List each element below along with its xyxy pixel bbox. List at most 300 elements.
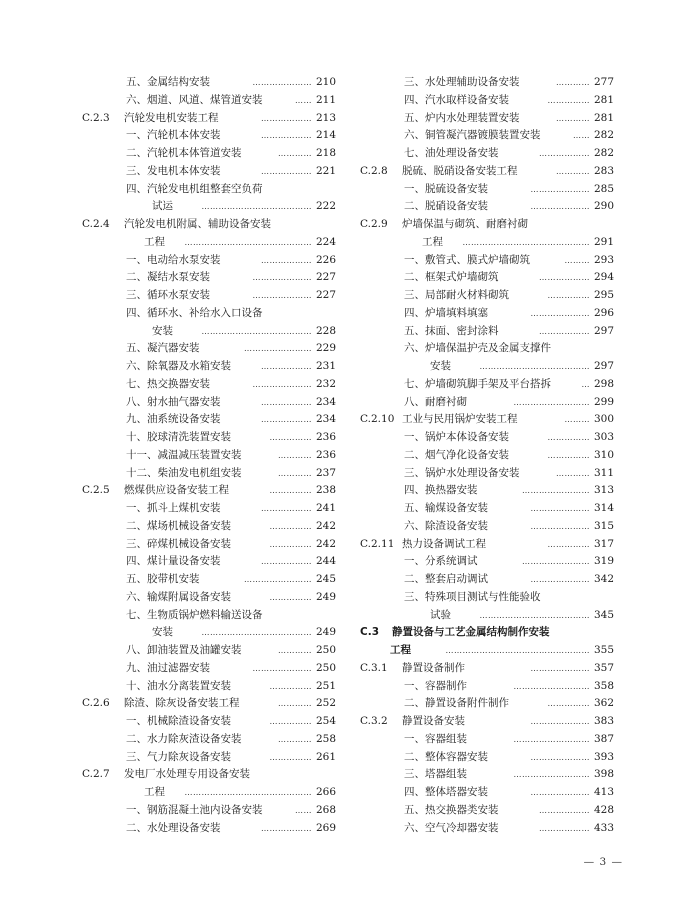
toc-entry-label: 七、生物质锅炉燃料输送设备 [126,608,263,621]
toc-entry[interactable] [360,500,614,518]
toc-leader-dots: …………… [269,717,312,726]
toc-entry[interactable] [82,216,336,234]
toc-entry-label: 八、射水抽气器安装 [126,395,221,408]
toc-entry-label: 七、油处理设备安装 [404,147,499,159]
toc-leader-dots: ………… [555,468,590,478]
toc-entry-title [126,820,221,838]
toc-entry-title [404,749,488,767]
toc-entry[interactable] [360,465,614,483]
toc-entry-label: 四、汽水取样设备安装 [404,93,509,106]
toc-entry-label: 十、油水分离装置安装 [126,679,231,692]
toc-entry[interactable] [82,305,336,323]
toc-page-number: 428 [593,803,614,816]
toc-entry-code: C.2.11 [360,537,395,550]
toc-page-number: 285 [593,182,614,195]
toc-leader-dots: ……………………… [513,681,590,691]
toc-entry[interactable] [82,731,336,749]
toc-entry[interactable] [360,695,614,713]
toc-entry[interactable] [360,358,614,376]
toc-entry-code: C.2.9 [360,218,388,230]
toc-leader-dots: ……………… [538,805,590,815]
toc-page-number: 281 [593,111,614,124]
toc-leader-dots: ………… [277,646,312,655]
toc-leader-dots: ………………… [530,521,590,531]
toc-entry-title [390,642,411,660]
toc-entry[interactable] [360,74,614,92]
toc-leader-dots: …………… [269,592,312,602]
toc-entry[interactable] [82,500,336,518]
toc-entry-label: 六、炉墙保温护壳及金属支撑件 [404,342,551,355]
toc-entry[interactable] [360,447,614,465]
toc-leader-dots: ……………………… [513,770,590,780]
toc-entry-title [404,429,509,447]
toc-page-number: 249 [315,590,336,603]
toc-entry[interactable] [82,110,336,128]
toc-leader-dots: ……………… [260,131,312,141]
toc-leader-dots: ………………… [530,202,590,212]
toc-entry-code: C.3 [360,626,380,639]
toc-entry[interactable] [82,784,336,802]
toc-leader-dots: ………… [277,450,312,460]
toc-entry-label: 安装 [152,324,173,337]
toc-entry[interactable] [82,802,336,820]
toc-page-number: 355 [593,644,614,656]
toc-leader-dots: …… [294,805,312,815]
toc-leader-dots: ……… [564,415,590,425]
toc-entry-label: 五、胶带机安装 [126,573,200,585]
toc-entry[interactable] [82,163,336,181]
toc-entry-label: 一、汽轮机本体安装 [126,129,221,142]
toc-entry[interactable] [82,553,336,571]
toc-leader-dots: ……………… [538,326,590,336]
toc-entry[interactable] [360,802,614,820]
toc-page-number: 229 [315,342,336,355]
toc-entry[interactable] [360,269,614,287]
toc-page-number: 261 [315,750,336,763]
toc-entry[interactable] [82,394,336,412]
toc-entry-label: 二、煤场机械设备安装 [126,519,231,532]
toc-entry[interactable] [360,518,614,536]
toc-entry-label: 七、热交换器安装 [126,377,210,390]
toc-leader-dots: …………… [269,539,312,549]
toc-page-number: 294 [593,271,614,284]
toc-entry-title [404,447,509,465]
toc-entry-label: 工业与民用锅炉安装工程 [402,413,518,426]
toc-entry-title [126,358,231,376]
toc-entry[interactable] [82,447,336,465]
toc-entry-title [82,766,250,784]
toc-page-number: 362 [593,697,614,710]
toc-entry[interactable] [360,411,614,429]
toc-leader-dots: …………… [547,95,590,105]
toc-entry[interactable] [360,394,614,412]
toc-entry[interactable] [82,536,336,554]
toc-entry[interactable] [82,340,336,358]
toc-entry[interactable] [82,518,336,536]
toc-leader-dots: …………… [269,486,312,496]
toc-page-number: 433 [593,821,614,834]
toc-page-number: 244 [315,555,336,568]
toc-entry[interactable] [360,607,614,625]
toc-entry-label: 工程 [422,235,443,248]
toc-leader-dots: ………………… [252,379,312,389]
toc-leader-dots: …………… [547,291,590,300]
toc-entry-title [144,234,165,252]
toc-entry[interactable] [360,181,614,199]
toc-entry-title [126,571,200,589]
toc-entry-title [360,411,518,429]
toc-entry[interactable] [360,340,614,358]
toc-entry-title [126,181,263,199]
toc-entry-label: 二、整套启动调试 [404,573,488,585]
toc-entry-label: 试验 [430,608,451,621]
toc-leader-dots: ……………… [260,557,312,567]
toc-leader-dots: ……………… [260,397,312,407]
toc-page-number: 342 [593,573,614,585]
toc-page-number: 250 [315,661,336,674]
toc-page-number: 281 [593,93,614,106]
toc-entry[interactable] [360,92,614,110]
toc-leader-dots: ………………… [530,788,590,797]
toc-entry-title [126,447,242,465]
toc-entry[interactable] [82,269,336,287]
toc-page-number: 250 [315,644,336,656]
toc-entry-label: 四、换热器安装 [404,484,478,497]
toc-page-number: 249 [315,626,336,639]
toc-entry-label: 安装 [430,360,451,372]
toc-entry[interactable] [360,252,614,270]
toc-entry-title [404,145,499,163]
toc-entry-title [152,323,173,341]
toc-entry[interactable] [82,429,336,447]
toc-entry-label: 二、凝结水泵安装 [126,271,210,284]
toc-entry-label: 一、脱硫设备安装 [404,182,488,195]
toc-entry[interactable] [82,92,336,110]
toc-entry-label: 二、水处理设备安装 [126,821,221,834]
toc-leader-dots: ………………………………… [479,362,590,371]
toc-entry[interactable] [82,198,336,216]
toc-leader-dots: ………………………………… [479,610,590,620]
toc-entry-title [126,340,200,358]
toc-entry-title [404,92,509,110]
toc-entry-title [404,571,488,589]
toc-entry[interactable] [360,713,614,731]
toc-leader-dots: ………………………………… [201,628,312,638]
toc-page-number: 300 [593,413,614,426]
toc-leader-dots: ………………… [252,663,312,673]
toc-entry-code: C.2.8 [360,164,388,177]
toc-entry[interactable] [360,784,614,802]
toc-page-number: 214 [315,129,336,142]
toc-entry[interactable] [360,766,614,784]
toc-entry[interactable] [82,642,336,660]
toc-page-number: 242 [315,537,336,550]
toc-entry[interactable] [360,749,614,767]
toc-entry[interactable] [360,660,614,678]
toc-entry-title [126,305,263,323]
toc-page-number: 227 [315,271,336,284]
toc-entry[interactable] [82,74,336,92]
toc-entry-title [82,695,240,713]
toc-entry-label: 炉墙保温与砌筑、耐磨衬砌 [402,218,528,230]
toc-entry[interactable] [360,127,614,145]
toc-entry-title [126,536,231,554]
toc-entry[interactable] [82,376,336,394]
toc-entry[interactable] [82,624,336,642]
toc-leader-dots: ……………… [260,255,312,265]
toc-entry-title [360,163,518,181]
toc-page-number: 283 [593,164,614,177]
toc-entry[interactable] [360,553,614,571]
toc-page-number: 383 [593,715,614,727]
toc-entry-title [430,358,451,376]
toc-entry-title [404,394,467,412]
toc-entry-title [126,678,231,696]
toc-entry[interactable] [82,571,336,589]
toc-entry-label: 七、炉墙砌筑脚手架及平台搭拆 [404,377,551,390]
toc-entry-title [404,695,509,713]
toc-leader-dots: …………… [547,539,590,549]
toc-entry[interactable] [360,305,614,323]
toc-leader-dots: …………… [269,752,312,762]
toc-leader-dots: ………………… [530,717,590,726]
toc-entry-title [126,518,231,536]
toc-entry-title [126,127,221,145]
toc-page-number: 413 [593,786,614,798]
toc-right-column [360,74,614,837]
toc-entry-title [126,74,210,92]
toc-entry-label: 五、热交换器类安装 [404,803,499,816]
toc-entry-title [404,74,520,92]
toc-page-number: 254 [315,715,336,727]
toc-entry[interactable] [82,252,336,270]
toc-entry[interactable] [82,127,336,145]
toc-page-number: 313 [593,484,614,497]
toc-entry-title [422,234,443,252]
toc-entry-label: 四、汽轮发电机组整套空负荷 [126,182,263,195]
toc-entry[interactable] [360,163,614,181]
toc-leader-dots: ………………………………… [201,202,312,212]
toc-entry-title [404,482,478,500]
toc-leader-dots: …………… [547,433,590,442]
toc-page-number: 258 [315,732,336,745]
toc-entry[interactable] [360,429,614,447]
toc-entry[interactable] [82,766,336,784]
toc-leader-dots: ………………… [530,504,590,513]
toc-page-number: 228 [315,324,336,337]
toc-entry-code: C.2.4 [82,218,110,230]
toc-page-number: 266 [315,786,336,798]
toc-entry-label: 一、容器组装 [404,732,467,745]
toc-entry-title [126,394,221,412]
toc-entry-label: 静置设备制作 [402,661,465,674]
toc-leader-dots: ………… [277,468,312,478]
toc-entry-label: 八、耐磨衬砌 [404,395,467,408]
toc-entry[interactable] [82,695,336,713]
toc-entry-label: 工程 [144,235,165,248]
toc-entry-label: 一、电动给水泵安装 [126,253,221,266]
toc-page-number: 277 [593,76,614,88]
toc-entry-label: 二、烟气净化设备安装 [404,448,509,461]
toc-entry-title [126,607,263,625]
toc-entry-title [126,731,242,749]
toc-entry-label: 九、油过滤器安装 [126,661,210,674]
toc-page-number: 295 [593,289,614,301]
toc-left-column [82,74,336,837]
toc-entry-code: C.2.7 [82,768,110,781]
toc-entry-label: 静置设备安装 [402,715,465,727]
toc-entry[interactable] [82,465,336,483]
toc-entry[interactable] [82,713,336,731]
toc-entry-label: 三、水处理辅助设备安装 [404,76,520,88]
toc-entry[interactable] [82,749,336,767]
toc-entry[interactable] [360,731,614,749]
toc-entry[interactable] [360,216,614,234]
toc-leader-dots: ……………… [538,273,590,283]
toc-entry-label: 一、分系统调试 [404,555,478,568]
toc-entry[interactable] [82,411,336,429]
toc-page-number: 315 [593,519,614,532]
toc-leader-dots: ……………… [260,166,312,176]
toc-entry-title [404,305,488,323]
toc-entry-label: 四、炉墙填料填塞 [404,306,488,319]
toc-leader-dots: ……………… [538,149,590,158]
toc-page-number: 251 [315,679,336,692]
toc-entry[interactable] [360,145,614,163]
toc-entry-title [126,269,210,287]
toc-entry-label: 工程 [144,786,165,798]
toc-entry-title [152,624,173,642]
toc-entry-label: 二、整体容器安装 [404,750,488,763]
toc-entry[interactable] [82,607,336,625]
toc-page-number: 345 [593,608,614,621]
toc-entry-label: 安装 [152,626,173,639]
toc-page-number: 210 [315,76,336,88]
toc-page-number: 393 [593,750,614,763]
toc-leader-dots: ……………… [260,113,312,123]
toc-entry[interactable] [82,181,336,199]
toc-page-number: 298 [593,377,614,390]
toc-entry[interactable] [360,323,614,341]
toc-entry[interactable] [360,678,614,696]
toc-entry-title [404,252,530,270]
toc-entry-title [360,660,465,678]
toc-entry[interactable] [82,482,336,500]
toc-page-number: 226 [315,253,336,266]
toc-entry-title [126,411,221,429]
toc-entry[interactable] [82,145,336,163]
toc-entry-title [152,198,173,216]
toc-entry-title [404,820,499,838]
toc-entry-title [126,465,242,483]
toc-entry-title [126,713,231,731]
toc-page-number: 213 [315,111,336,124]
toc-entry-label: 热力设备调试工程 [402,537,486,550]
toc-entry-label: 五、抹面、密封涂料 [404,324,499,337]
toc-entry[interactable] [360,642,614,660]
toc-entry-title [404,766,467,784]
toc-page-number: 293 [593,253,614,266]
toc-entry[interactable] [360,234,614,252]
toc-entry-title [404,110,520,128]
toc-leader-dots: …………… [269,681,312,691]
toc-entry[interactable] [360,376,614,394]
toc-page-number: 236 [315,431,336,443]
toc-leader-dots: …………………… [243,344,312,354]
toc-entry-title [126,429,231,447]
toc-entry-code: C.3.1 [360,661,388,674]
toc-entry-title [404,269,499,287]
toc-entry[interactable] [360,198,614,216]
toc-entry-label: 试运 [152,200,173,213]
toc-page-number: 269 [315,821,336,834]
toc-entry-label: 三、气力除灰设备安装 [126,750,231,763]
toc-page-number: 398 [593,768,614,781]
toc-entry-title [82,482,229,500]
toc-entry-title [126,660,210,678]
toc-entry[interactable] [82,234,336,252]
toc-entry[interactable] [360,536,614,554]
toc-entry-label: 静置设备与工艺金属结构制作安装 [392,626,550,639]
toc-page-number: 357 [593,661,614,674]
toc-entry[interactable] [82,287,336,305]
toc-entry[interactable] [82,358,336,376]
toc-page-number: 317 [593,537,614,550]
toc-entry-title [404,784,488,802]
toc-entry-label: 汽轮发电机附属、辅助设备安装 [124,218,271,230]
toc-leader-dots: ………………… [530,575,590,584]
toc-entry[interactable] [82,678,336,696]
toc-entry-title [82,216,271,234]
toc-entry-title [404,518,488,536]
toc-page-number: 218 [315,147,336,159]
toc-page-number: 238 [315,484,336,497]
toc-entry[interactable] [360,589,614,607]
toc-entry-label: 三、碎煤机械设备安装 [126,537,231,550]
toc-entry-title [126,252,221,270]
toc-entry-label: 十二、柴油发电机组安装 [126,466,242,479]
toc-leader-dots: …………… [269,433,312,442]
toc-page-number: 282 [593,147,614,159]
toc-entry[interactable] [360,820,614,838]
toc-entry-label: 汽轮发电机安装工程 [124,111,219,124]
toc-page-number: 310 [593,448,614,461]
toc-entry-label: 一、敷管式、膜式炉墙砌筑 [404,253,530,266]
toc-entry[interactable] [82,323,336,341]
toc-entry-label: 二、脱硝设备安装 [404,200,488,213]
toc-entry-title [404,287,509,305]
toc-entry-label: 六、除氧器及水箱安装 [126,360,231,372]
toc-entry[interactable] [360,571,614,589]
toc-leader-dots: ……………………… [513,734,590,744]
toc-entry[interactable] [360,482,614,500]
toc-entry-label: 六、输煤附属设备安装 [126,590,231,603]
toc-entry[interactable] [82,660,336,678]
toc-entry[interactable] [360,110,614,128]
toc-entry-title [126,589,231,607]
toc-entry[interactable] [360,287,614,305]
toc-entry[interactable] [82,589,336,607]
toc-entry[interactable] [360,624,614,642]
toc-page-number: 245 [315,573,336,585]
toc-entry[interactable] [82,820,336,838]
toc-entry-label: 发电厂水处理专用设备安装 [124,768,250,781]
toc-leader-dots: ……………………………………… [462,237,590,247]
toc-entry-label: 脱硫、脱硝设备安装工程 [402,164,518,177]
toc-entry-label: 四、煤计量设备安装 [126,555,221,568]
toc-leader-dots: ……………… [538,823,590,833]
toc-page-number: 296 [593,306,614,319]
